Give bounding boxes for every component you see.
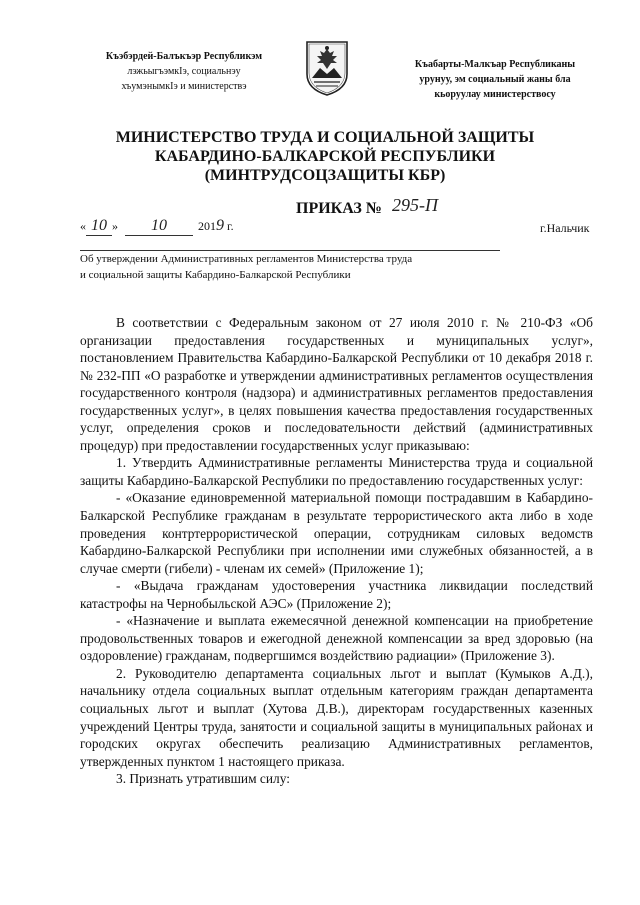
header-left-line-2: лэжьыгъэмкIэ, социальнэу bbox=[127, 66, 241, 77]
header-right-line-2: урунуу, эм социальный жаны бла bbox=[419, 74, 571, 85]
order-number: 295-П bbox=[392, 195, 438, 215]
header-left-line-3: хъумэнымкIэ и министерствэ bbox=[121, 81, 247, 92]
date-month: 10 bbox=[125, 217, 193, 236]
subject-line-2: и социальной защиты Кабардино-Балкарской Республики bbox=[80, 269, 351, 281]
date-year-hand: 9 bbox=[216, 217, 224, 234]
body-item-1: 1. Утвердить Административные регламенты Министерства труда и социальной защиты Кабардино-Балкарской Республики по предоставлению государственных услуг: bbox=[80, 455, 593, 488]
order-subject bbox=[80, 250, 500, 283]
header-right-block bbox=[395, 57, 595, 102]
order-label: ПРИКАЗ № bbox=[296, 200, 382, 217]
body-item-3: 3. Признать утратившим силу: bbox=[116, 771, 290, 787]
date-day: 10 bbox=[86, 217, 112, 236]
header-right-line-3: кьоруулау министерствосу bbox=[434, 89, 556, 100]
title-line-2: КАБАРДИНО-БАЛКАРСКОЙ РЕСПУБЛИКИ bbox=[154, 148, 496, 165]
header-right-line-1: Къабарты-Малкъар Республиканы bbox=[414, 59, 576, 70]
city: г.Нальчик bbox=[540, 221, 590, 235]
date-year-suffix: г. bbox=[227, 219, 234, 233]
title-line-3: (МИНТРУДСОЦЗАЩИТЫ КБР) bbox=[204, 167, 446, 184]
order-body bbox=[80, 314, 593, 788]
order-date bbox=[80, 217, 234, 236]
body-subitem-1: - «Оказание единовременной материальной помощи пострадавшим в Кабардино-Балкарской Республике гражданам в результате террористического акта либо в ходе проведения контртеррористической операции, сотрудникам силовых ведомств Кабардино-Балкарской Республики при исполнении ими служебных обязанностей, а в случае смерти (гибели) - членам их семей» (Приложение 1); bbox=[80, 490, 593, 576]
body-intro: В соответствии с Федеральным законом от 27 июля 2010 г. № 210-ФЗ «Об организации предоставления государственных и муниципальных услуг», постановлением Правительства Кабардино-Балкарской Республики от 10 декабря 2018 г. № 232-ПП «О разработке и утверждении административных регламентов осуществления государственного контроля (надзора) и административных регламентов предоставления государственных услуг», в целях повышения качества предоставления государственных услуг, определения сроков и последовательности действий (административных процедур) при предоставлении государственных услуг приказываю: bbox=[80, 315, 593, 453]
ministry-title bbox=[100, 128, 550, 185]
coat-of-arms-icon bbox=[304, 40, 350, 96]
body-subitem-2: - «Выдача гражданам удостоверения участника ликвидации последствий катастрофы на Чернобыльской АЭС» (Приложение 2); bbox=[80, 578, 593, 611]
date-close-quote: » bbox=[112, 219, 118, 233]
body-subitem-3: - «Назначение и выплата ежемесячной денежной компенсации на приобретение продовольственных товаров и ежегодной денежной компенсации за вред здоровью (на оздоровление) гражданам, подвергшимся воздействию радиации» (Приложение 3). bbox=[80, 613, 593, 664]
date-year-prefix: 201 bbox=[198, 219, 216, 233]
body-item-2: 2. Руководителю департамента социальных льгот и выплат (Кумыков А.Д.), начальнику отдела социальных выплат отдельным категориям граждан департамента социальных льгот и выплат (Хутова Д.В.), директорам государственных казенных учреждений Центры труда, занятости и социальной защиты в муниципальных районах и городских округах обеспечить реализацию Административных регламентов, утвержденных пунктом 1 настоящего приказа. bbox=[80, 665, 593, 769]
header-left-line-1: Къэбэрдей-Балъкъэр Республикэм bbox=[105, 51, 263, 62]
header-left-block bbox=[84, 49, 284, 94]
subject-line-1: Об утверждении Административных регламентов Министерства труда bbox=[80, 253, 413, 265]
title-line-1: МИНИСТЕРСТВО ТРУДА И СОЦИАЛЬНОЙ ЗАЩИТЫ bbox=[115, 129, 535, 146]
date-open-quote: « bbox=[80, 219, 86, 233]
